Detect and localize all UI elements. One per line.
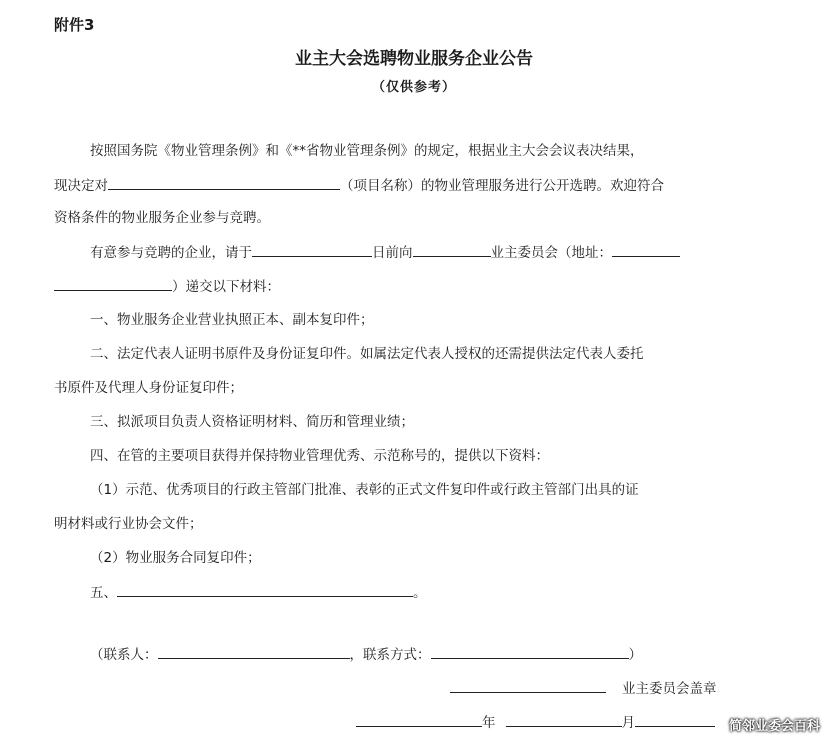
para2-text-d: ）递交以下材料：: [172, 279, 280, 295]
item-5-blank: [117, 582, 413, 597]
attachment-label: 附件3: [54, 16, 95, 34]
day-blank: [635, 712, 715, 727]
project-name-blank: [108, 175, 340, 190]
para1-line1: 按照国务院《物业管理条例》和《**省物业管理条例》的规定，根据业主大会会议表决结果，: [90, 143, 644, 159]
contact-person-label: （联系人：: [90, 647, 158, 663]
item-1: 一、物业服务企业营业执照正本、副本复印件；: [90, 312, 374, 328]
para2-text-c: 业主委员会（地址：: [490, 245, 612, 261]
para2-line2: [54, 276, 280, 296]
watermark: 简邻业委会百科: [728, 719, 820, 734]
item-2-line1: 二、法定代表人证明书原件及身份证复印件。如属法定代表人授权的还需提供法定代表人委托: [90, 346, 644, 362]
item-4-2: （2）物业服务合同复印件；: [90, 550, 261, 566]
month-label: 月: [621, 715, 635, 731]
seal-blank: [450, 678, 606, 693]
item-3: 三、拟派项目负责人资格证明材料、简历和管理业绩；: [90, 414, 414, 430]
para1-line3: 资格条件的物业服务企业参与竞聘。: [54, 210, 270, 226]
address-blank-1: [612, 242, 680, 257]
para1-line2-start: 现决定对: [54, 178, 108, 194]
address-blank-2: [54, 276, 172, 291]
contact-line: [90, 644, 642, 664]
page-subtitle: （仅供参考）: [371, 80, 456, 95]
item-5-label: 五、: [90, 585, 117, 601]
item-2-line2: 书原件及代理人身份证复印件；: [54, 380, 243, 396]
para2-line1: [90, 242, 680, 262]
seal-label: 业主委员会盖章: [622, 681, 717, 697]
item-4-1-line1: （1）示范、优秀项目的行政主管部门批准、表彰的正式文件复印件或行政主管部门出具的证: [90, 482, 639, 498]
seal-line: [450, 678, 717, 698]
para2-text-a: 有意参与竞聘的企业，请于: [90, 245, 252, 261]
year-blank: [356, 712, 482, 727]
contact-method-label: ，联系方式：: [349, 647, 431, 663]
item-4-1-line2: 明材料或行业协会文件；: [54, 516, 203, 532]
para1-line2: [54, 175, 664, 195]
contact-end: ）: [628, 647, 642, 663]
month-blank: [506, 712, 622, 727]
date-line: [356, 712, 715, 732]
contact-person-blank: [158, 644, 350, 659]
para1-line2-end: （项目名称）的物业管理服务进行公开选聘。欢迎符合: [340, 178, 664, 194]
item-4: 四、在管的主要项目获得并保持物业管理优秀、示范称号的，提供以下资料：: [90, 448, 549, 464]
year-label: 年: [482, 715, 496, 731]
item-5-end: 。: [413, 585, 427, 601]
para2-text-b: 日前向: [372, 245, 413, 261]
item-5: [90, 582, 427, 602]
contact-method-blank: [431, 644, 629, 659]
deadline-blank: [252, 242, 372, 257]
committee-name-blank: [413, 242, 491, 257]
page-title: 业主大会选聘物业服务企业公告: [295, 49, 533, 69]
